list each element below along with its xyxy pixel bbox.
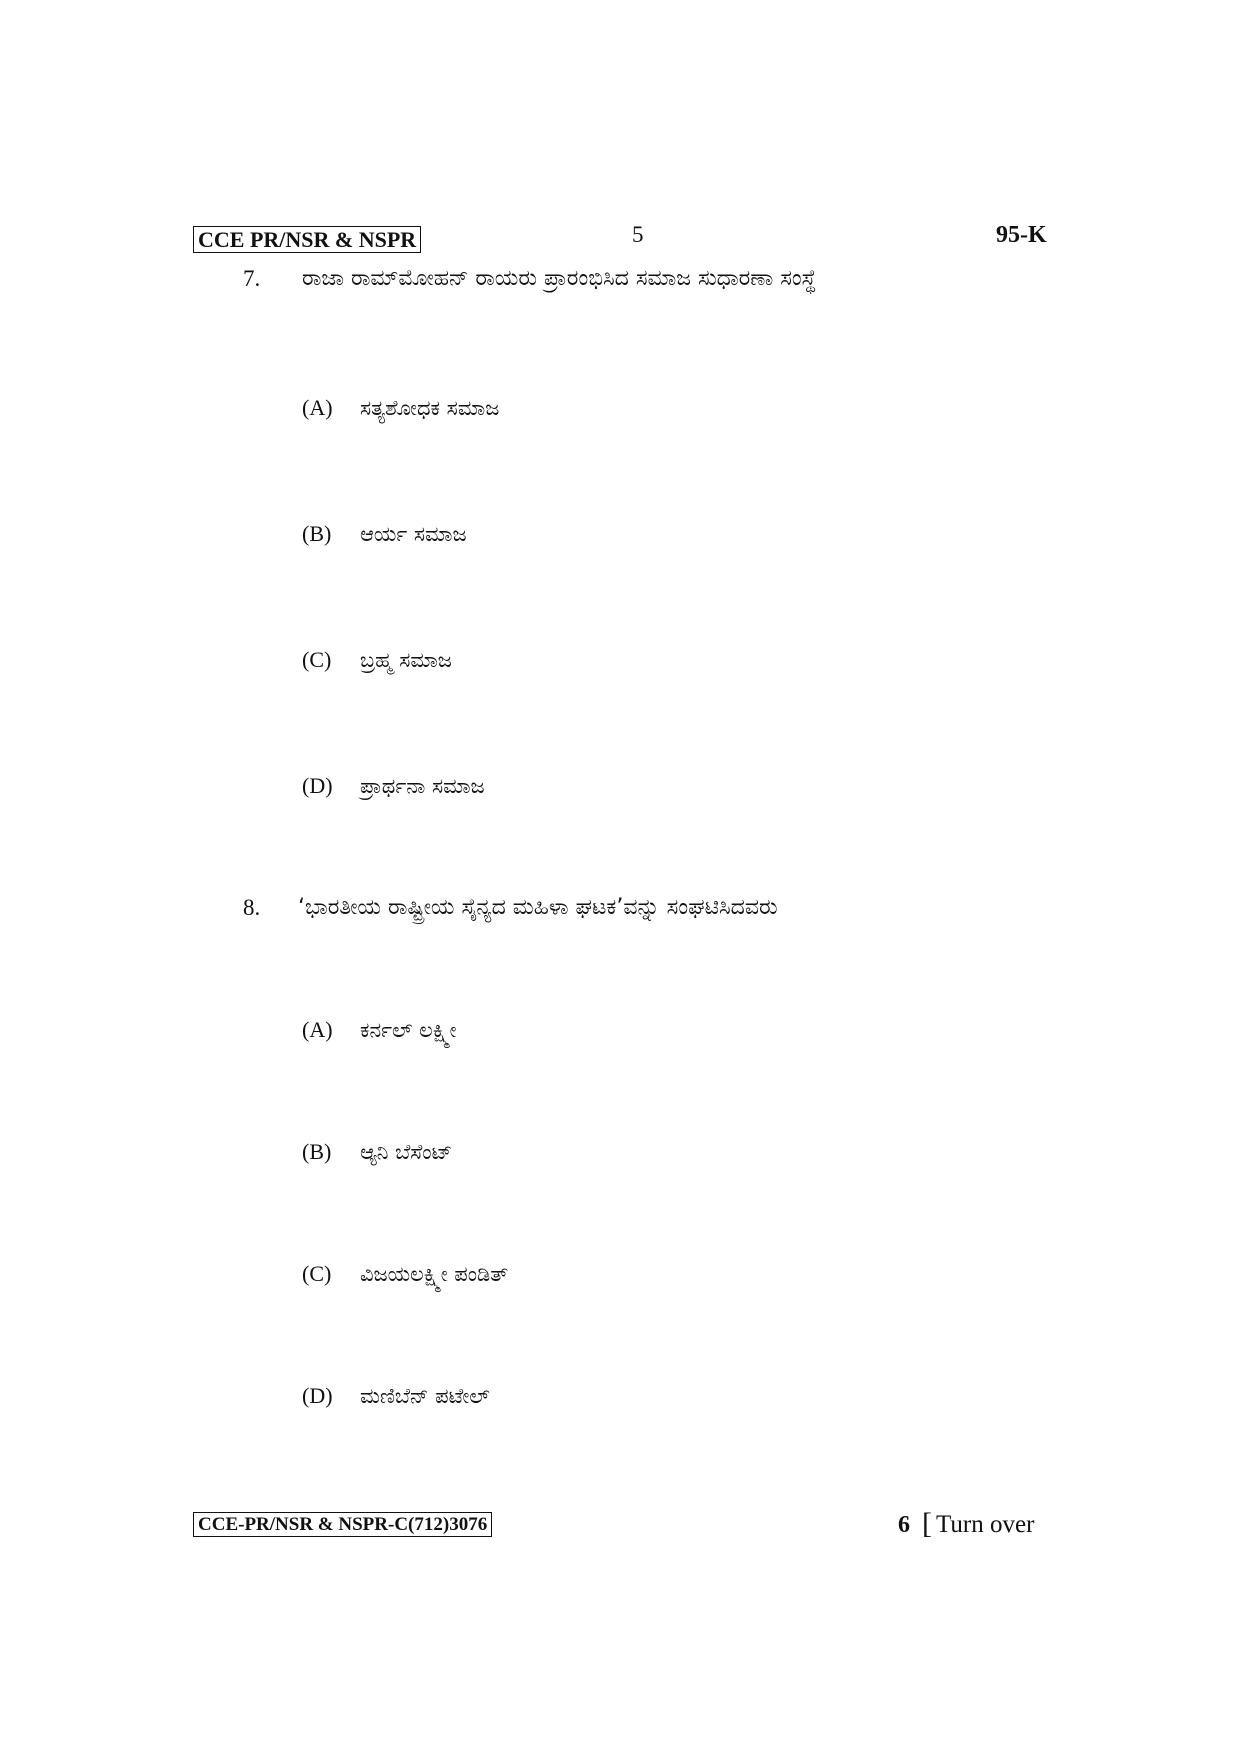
footer-page-number: 6 [898, 1512, 910, 1538]
question-text: ರಾಜಾ ರಾಮ್‌ಮೋಹನ್ ರಾಯರು ಪ್ರಾರಂಭಿಸಿದ ಸಮಾಜ ಸುಧಾರಣಾ ಸಂಸ್ಥೆ [302, 266, 817, 291]
option-label: (D) [302, 1383, 333, 1408]
header-code: CCE PR/NSR & NSPR [193, 226, 421, 253]
option-label: (A) [302, 395, 333, 420]
option-label: (C) [302, 1261, 332, 1286]
option-label: (D) [302, 773, 333, 798]
footer-bracket: [ [922, 1507, 932, 1540]
option-text: ಮಣಿಬೆನ್ ಪಟೇಲ್ [360, 1384, 490, 1408]
option-b [302, 521, 467, 547]
footer-code: CCE-PR/NSR & NSPR-C(712)3076 [193, 1512, 492, 1537]
option-text: ಆರ್ಯ ಸಮಾಜ [360, 522, 467, 546]
option-label: (B) [302, 1139, 332, 1164]
footer-page-info [898, 1506, 1034, 1540]
option-text: ಬ್ರಹ್ಮ ಸಮಾಜ [360, 648, 452, 672]
option-b [302, 1139, 452, 1165]
option-text: ವಿಜಯಲಕ್ಷ್ಮೀ ಪಂಡಿತ್ [360, 1262, 509, 1286]
option-text: ಸತ್ಯಶೋಧಕ ಸಮಾಜ [360, 396, 500, 420]
option-a [302, 1017, 457, 1043]
question-text: ‘ಭಾರತೀಯ ರಾಷ್ಟ್ರೀಯ ಸೈನ್ಯದ ಮಹಿಳಾ ಘಟಕ’ವನ್ನು ಸಂಘಟಿಸಿದವರು [298, 895, 778, 920]
option-c [302, 1261, 508, 1287]
turn-over-label: Turn over [936, 1511, 1035, 1538]
question-number: 7. [243, 266, 261, 291]
question-number: 8. [243, 895, 261, 920]
option-text: ಪ್ರಾರ್ಥನಾ ಸಮಾಜ [360, 774, 485, 798]
header-paper-code: 95-K [996, 222, 1047, 248]
option-a [302, 395, 499, 421]
header-page-number: 5 [632, 222, 644, 247]
option-text: ಕರ್ನಲ್ ಲಕ್ಷ್ಮೀ [360, 1018, 457, 1042]
option-c [302, 647, 452, 673]
option-label: (C) [302, 647, 332, 672]
option-d [302, 773, 485, 799]
option-d [302, 1383, 490, 1409]
option-label: (B) [302, 521, 332, 546]
option-label: (A) [302, 1017, 333, 1042]
option-text: ಆ್ಯನಿ ಬೆಸೆಂಟ್ [360, 1140, 453, 1164]
